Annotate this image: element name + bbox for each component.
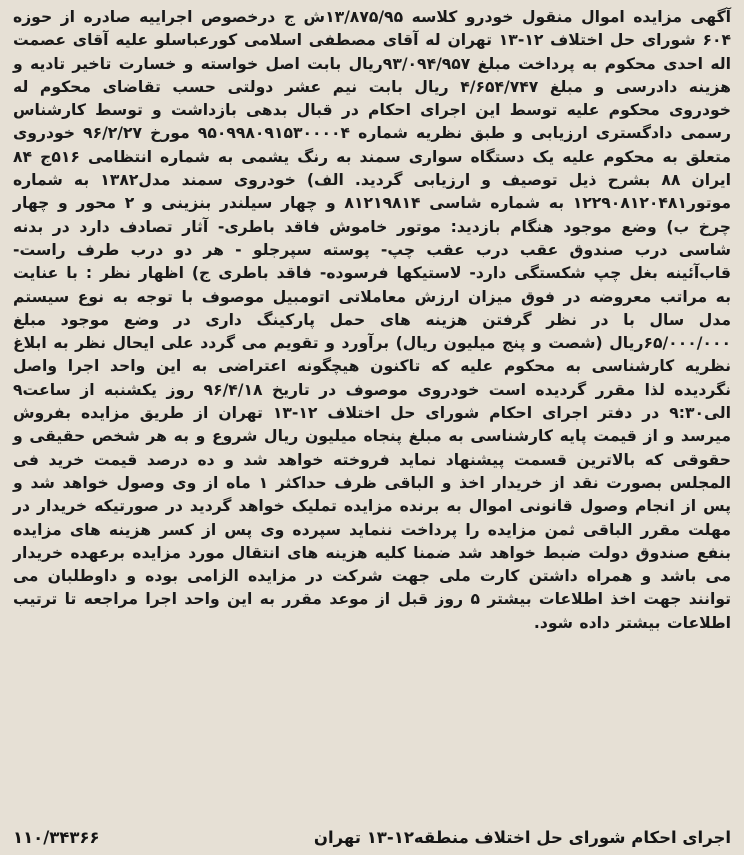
notice-footer xyxy=(13,828,731,847)
issuing-authority: اجرای احکام شورای حل اختلاف منطقه۱۲-۱۳ تهران xyxy=(313,828,731,847)
notice-body-text: آگهی مزایده اموال منقول خودرو کلاسه ۱۳/۸۷۵/۹۵ش ج درخصوص اجراییه صادره از حوزه ۶۰۴ شورای حل اختلاف ۱۲-۱۳ تهران له آقای مصطفی اسلامی کورعباسلو علیه آقای عصمت اله احدی محکوم به پرداخت مبلغ ۹۳/۰۹۴/۹۵۷ریال بابت اصل خواسته و خسارت تاخیر تادیه و هزینه دادرسی و مبلغ ۴/۶۵۴/۷۴۷ ریال بابت نیم عشر دولتی حسب تقاضای محکوم له خودروی محکوم علیه توسط این اجرای احکام در قبال بدهی بازداشت و توسط کارشناس رسمی دادگستری ارزیابی و طبق نظریه شماره ۹۵۰۹۹۸۰۹۱۵۳۰۰۰۰۴ مورخ ۹۶/۲/۲۷ خودروی متعلق به محکوم علیه یک دستگاه سواری سمند به رنگ یشمی به شماره انتظامی ۵۱۶ج ۸۴ ایران ۸۸ بشرح ذیل توصیف و ارزیابی گردید. الف) خودروی سمند مدل۱۳۸۲ به شماره موتور۱۲۲۹۰۸۱۲۰۴۸۱ به شماره شاسی ۸۱۲۱۹۸۱۴ و چهار سیلندر بنزینی و ۲ محور و چهار چرخ ب) وضع موجود هنگام بازدید: موتور خاموش فاقد باطری- آثار تصادف دارد در بدنه شاسی درب صندوق عقب درب عقب چپ- پوسته سپرجلو - هر دو درب طرف راست- قاب‌آئینه بغل چپ شکستگی دارد- لاستیکها فرسوده- فاقد باطری ج) اظهار نظر : با عنایت به مراتب معروضه در فوق میزان ارزش معاملاتی اتومبیل موصوف با توجه به نوع سیستم مدل سال با در نظر گرفتن هزینه های حمل پارکینگ داری در وضع موجود مبلغ ۶۵/۰۰۰/۰۰۰ریال (شصت و پنج میلیون ریال) برآورد و تقویم می گردد علی ایحال نظر به ابلاغ نظریه کارشناسی به محکوم علیه که تاکنون هیچگونه اعتراضی به این واحد اجرا واصل نگردیده لذا مقرر گردیده است خودروی موصوف در تاریخ ۹۶/۴/۱۸ روز یکشنبه از ساعت۹ الی۹:۳۰ در دفتر اجرای احکام شورای حل اختلاف ۱۲-۱۳ تهران از طریق مزایده بفروش میرسد و از قیمت پایه کارشناسی به مبلغ پنجاه میلیون ریال شروع و به هر شخص حقیقی و حقوقی که بالاترین قسمت پیشنهاد نماید فروخته خواهد شد و ده درصد قیمت خرید فی المجلس بصورت نقد از خریدار اخذ و الباقی ظرف حداکثر ۱ ماه از وی وصول خواهد شد و پس از انجام وصول قانونی اموال به برنده مزایده تملیک خواهد گردید در صورتیکه خریدار در مهلت مقرر الباقی ثمن مزایده را پرداخت ننماید سپرده وی پس از کسر هزینه های مزایده بنفع صندوق دولت ضبط خواهد شد ضمنا کلیه هزینه های انتقال مورد مزایده برعهده خریدار می باشد و همراه داشتن کارت ملی جهت شرکت در مزایده الزامی بوده و داوطلبان می توانند جهت اخذ اطلاعات بیشتر ۵ روز قبل از موعد مقرر به این واحد اجرا مراجعه تا ترتیب اطلاعات بیشتر داده شود. xyxy=(13,8,732,632)
reference-number: ۱۱۰/۳۴۳۶۶ xyxy=(13,828,100,847)
